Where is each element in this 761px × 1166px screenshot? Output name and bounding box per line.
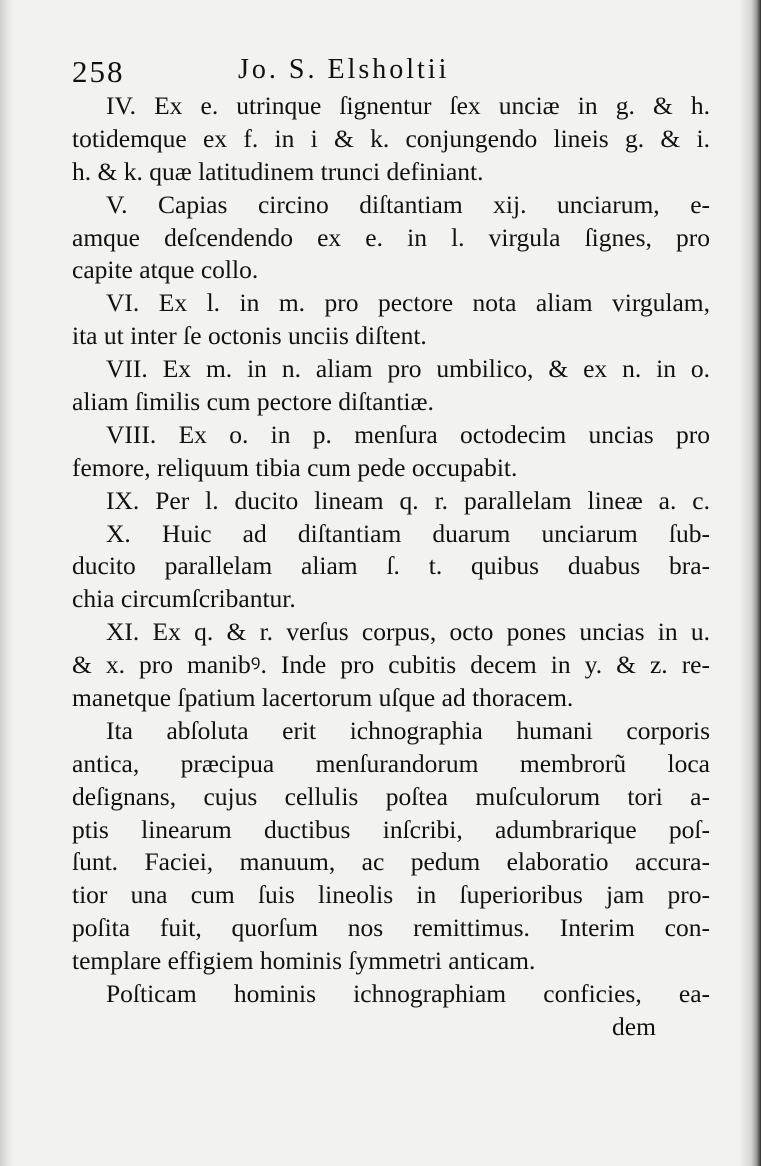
- page-edge-shadow: [739, 0, 761, 1166]
- text-line: Poſticam hominis ichnographiam conficies, ea-: [106, 979, 710, 1009]
- text-line: ita ut inter ſe octonis unciis diſtent.: [72, 321, 427, 351]
- page-text-block: [72, 40, 710, 1044]
- text-line: ptis linearum ductibus inſcribi, adumbrarique poſ-: [72, 814, 710, 844]
- text-line: X. Huic ad diſtantiam duarum unciarum ſub-: [106, 518, 710, 548]
- text-line: Ita abſoluta erit ichnographia humani corporis: [106, 715, 710, 745]
- text-line: templare effigiem hominis ſymmetri anticam.: [72, 946, 536, 976]
- page-gutter: [0, 0, 14, 1166]
- body-text: [72, 90, 710, 1044]
- text-line: aliam ſimilis cum pectore diſtantiæ.: [72, 387, 434, 417]
- text-line: h. & k. quæ latitudinem trunci definiant.: [72, 156, 484, 186]
- page-header: [72, 40, 710, 90]
- text-line: tior una cum ſuis lineolis in ſuperioribus jam pro-: [72, 880, 710, 910]
- text-line: VI. Ex l. in m. pro pectore nota aliam virgulam,: [106, 288, 710, 318]
- text-line: capite atque collo.: [72, 255, 259, 285]
- text-line: chia circumſcribantur.: [72, 584, 296, 614]
- text-line: dem: [612, 1011, 656, 1041]
- text-line: amque deſcendendo ex e. in l. virgula ſignes, pro: [72, 222, 710, 252]
- text-line: totidemque ex f. in i & k. conjungendo lineis g. & i.: [72, 123, 710, 153]
- text-line: ducito parallelam aliam ſ. t. quibus duabus bra-: [72, 551, 710, 581]
- text-line: antica, præcipua menſurandorum membrorũ loca: [72, 748, 710, 778]
- text-line: deſignans, cujus cellulis poſtea muſculorum tori a-: [72, 781, 710, 811]
- text-line: IX. Per l. ducito lineam q. r. parallelam lineæ a. c.: [106, 485, 710, 515]
- text-line: IV. Ex e. utrinque ſignentur ſex unciæ in g. & h.: [106, 91, 710, 120]
- text-line: manetque ſpatium lacertorum uſque ad thoracem.: [72, 683, 574, 713]
- text-line: VII. Ex m. in n. aliam pro umbilico, & ex n. in o.: [106, 354, 710, 384]
- text-line: poſita fuit, quorſum nos remittimus. Interim con-: [72, 913, 710, 943]
- text-line: XI. Ex q. & r. verſus corpus, octo pones uncias in u.: [106, 617, 710, 647]
- text-line: V. Capias circino diſtantiam xij. unciarum, e-: [106, 189, 710, 219]
- running-head: Jo. S. Elsholtii: [238, 54, 450, 85]
- text-line: VIII. Ex o. in p. menſura octodecim uncias pro: [106, 419, 710, 449]
- page-number: 258: [72, 54, 125, 89]
- text-line: femore, reliquum tibia cum pede occupabit.: [72, 452, 518, 482]
- text-line: ſunt. Faciei, manuum, ac pedum elaboratio accura-: [72, 847, 710, 877]
- text-line: & x. pro manibꝰ. Inde pro cubitis decem in y. & z. re-: [72, 650, 710, 680]
